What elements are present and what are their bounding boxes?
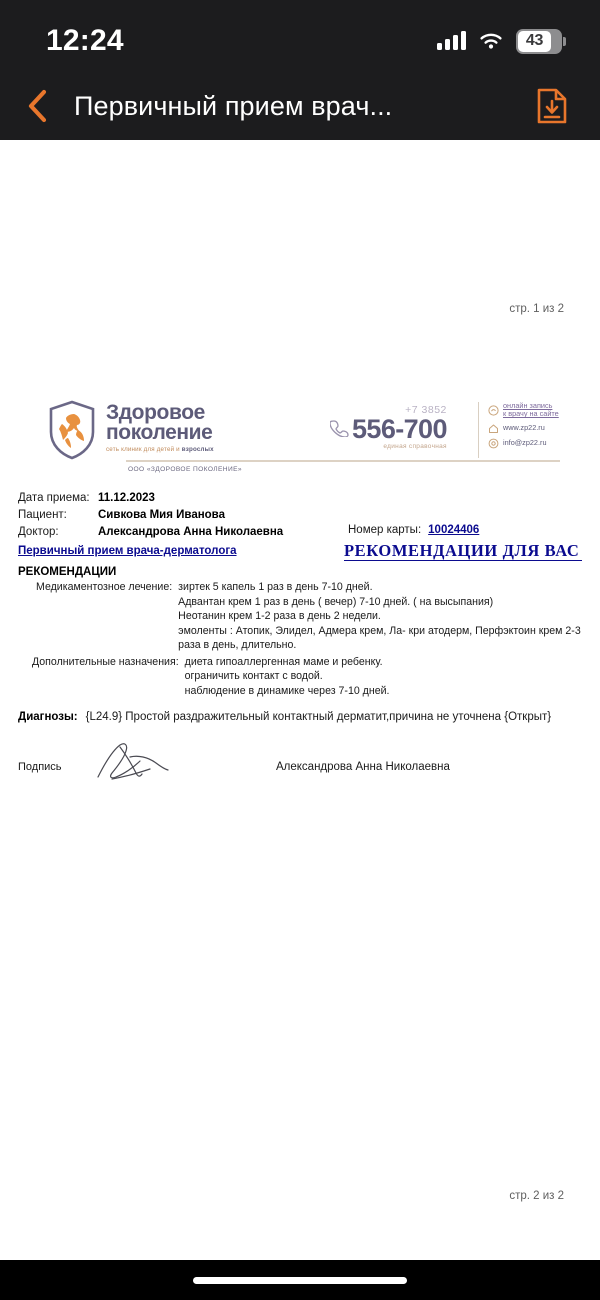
document-viewport[interactable] bbox=[0, 140, 600, 1260]
brand-tagline-a: сеть клиник для детей и bbox=[106, 446, 182, 453]
signature-row bbox=[18, 749, 582, 791]
company-legal-name: ООО «ЗДОРОВОЕ ПОКОЛЕНИЕ» bbox=[128, 466, 242, 473]
recommendations-section-title: РЕКОМЕНДАЦИИ bbox=[18, 566, 117, 578]
field-doctor-value: Александрова Анна Николаевна bbox=[98, 526, 284, 538]
medication-group bbox=[18, 580, 582, 653]
online-booking-icon bbox=[488, 405, 499, 416]
diagnosis-label: Диагнозы: bbox=[18, 711, 78, 723]
field-date-label: Дата приема: bbox=[18, 492, 90, 504]
medication-line: зиртек 5 капель 1 раз в день 7-10 дней. bbox=[178, 581, 373, 593]
contact-online-booking[interactable] bbox=[488, 402, 559, 419]
field-date-value: 11.12.2023 bbox=[98, 492, 155, 504]
home-indicator[interactable] bbox=[193, 1277, 407, 1284]
letterhead-divider bbox=[126, 460, 560, 462]
handwritten-signature-icon bbox=[90, 737, 186, 783]
diagnosis-text: {L24.9} Простой раздражительный контактный дерматит,причина не уточнена {Открыт} bbox=[85, 711, 552, 723]
visit-type-heading: Первичный прием врача-дерматолога bbox=[18, 545, 237, 557]
wifi-icon bbox=[479, 32, 503, 51]
online-booking-line2: к врачу на сайте bbox=[503, 409, 559, 419]
status-bar bbox=[0, 0, 600, 72]
field-patient bbox=[18, 507, 582, 524]
contact-online-booking-label bbox=[503, 402, 559, 419]
additional-label: Дополнительные назначения: bbox=[32, 655, 179, 668]
clinic-letterhead bbox=[48, 400, 560, 472]
additional-lines bbox=[179, 655, 390, 699]
contact-email-label: info@zp22.ru bbox=[503, 438, 547, 448]
field-patient-label: Пациент: bbox=[18, 509, 67, 521]
recommendations-banner-underline bbox=[344, 560, 582, 561]
field-patient-value: Сивкова Мия Иванова bbox=[98, 509, 225, 521]
recommendations-banner: РЕКОМЕНДАЦИИ ДЛЯ ВАС bbox=[344, 541, 580, 560]
shield-horse-logo-icon bbox=[48, 400, 96, 460]
cellular-signal-icon bbox=[437, 32, 466, 50]
brand-name bbox=[106, 400, 214, 453]
contact-website-label: www.zp22.ru bbox=[503, 423, 545, 433]
page-title: Первичный прием врач... bbox=[74, 90, 393, 121]
battery-level-label: 43 bbox=[518, 31, 551, 52]
online-booking-line1: онлайн запись bbox=[503, 401, 553, 410]
additional-line: диета гипоаллергенная маме и ребенку. bbox=[184, 655, 383, 668]
medication-label: Медикаментозное лечение: bbox=[36, 581, 173, 593]
page-indicator-top: стр. 1 из 2 bbox=[509, 303, 564, 315]
field-card-number bbox=[348, 524, 479, 536]
field-card-number-label: Номер карты: bbox=[348, 524, 422, 536]
signature-label: Подпись bbox=[18, 761, 62, 773]
chevron-left-icon bbox=[26, 89, 48, 123]
brand-tagline-b: взрослых bbox=[181, 446, 214, 453]
phone-number: 556-700 bbox=[352, 414, 447, 444]
home-icon bbox=[488, 423, 499, 434]
home-indicator-area bbox=[0, 1260, 600, 1300]
brand-line-1: Здоровое bbox=[106, 401, 205, 424]
contact-website[interactable] bbox=[488, 423, 559, 434]
clinic-contacts-block bbox=[478, 402, 559, 458]
additional-line: наблюдение в динамике через 7-10 дней. bbox=[184, 684, 390, 697]
brand-tagline bbox=[106, 446, 214, 453]
download-button[interactable] bbox=[530, 84, 574, 128]
additional-line: ограничить контакт с водой. bbox=[184, 670, 323, 682]
diagnosis-row bbox=[18, 711, 582, 723]
status-bar-clock: 12:24 bbox=[46, 24, 124, 57]
field-date bbox=[18, 490, 582, 507]
navigation-bar bbox=[0, 72, 600, 140]
field-doctor bbox=[18, 524, 582, 541]
medication-line: Неотанин крем 1-2 раза в день 2 недели. bbox=[178, 610, 381, 622]
medication-lines bbox=[172, 580, 582, 653]
phone-area-code: +7 3852 bbox=[405, 404, 447, 416]
field-card-number-value: 10024406 bbox=[428, 524, 480, 536]
clinic-phone-block bbox=[330, 404, 447, 450]
document-body bbox=[18, 490, 582, 791]
medication-line: Адвантан крем 1 раз в день ( вечер) 7-10 дней. ( на высыпания) bbox=[178, 595, 494, 608]
back-button[interactable] bbox=[14, 83, 60, 129]
field-doctor-label: Доктор: bbox=[18, 526, 59, 538]
status-bar-indicators bbox=[437, 29, 562, 54]
battery-icon bbox=[516, 29, 562, 54]
signature-name: Александрова Анна Николаевна bbox=[276, 761, 450, 773]
additional-group bbox=[18, 655, 582, 699]
medication-line: эмоленты : Атопик, Элидел, Адмера крем, Ла- кри атодерм, Перфэктоин крем 2-3 раза в день, длительно. bbox=[178, 624, 581, 651]
contact-email[interactable] bbox=[488, 438, 559, 449]
phone-note: единая справочная bbox=[383, 443, 447, 450]
page-indicator-bottom: стр. 2 из 2 bbox=[509, 1190, 564, 1202]
phone-icon bbox=[330, 418, 349, 437]
email-icon bbox=[488, 438, 499, 449]
document-download-icon bbox=[536, 87, 568, 125]
brand-line-2: поколение bbox=[106, 421, 213, 444]
